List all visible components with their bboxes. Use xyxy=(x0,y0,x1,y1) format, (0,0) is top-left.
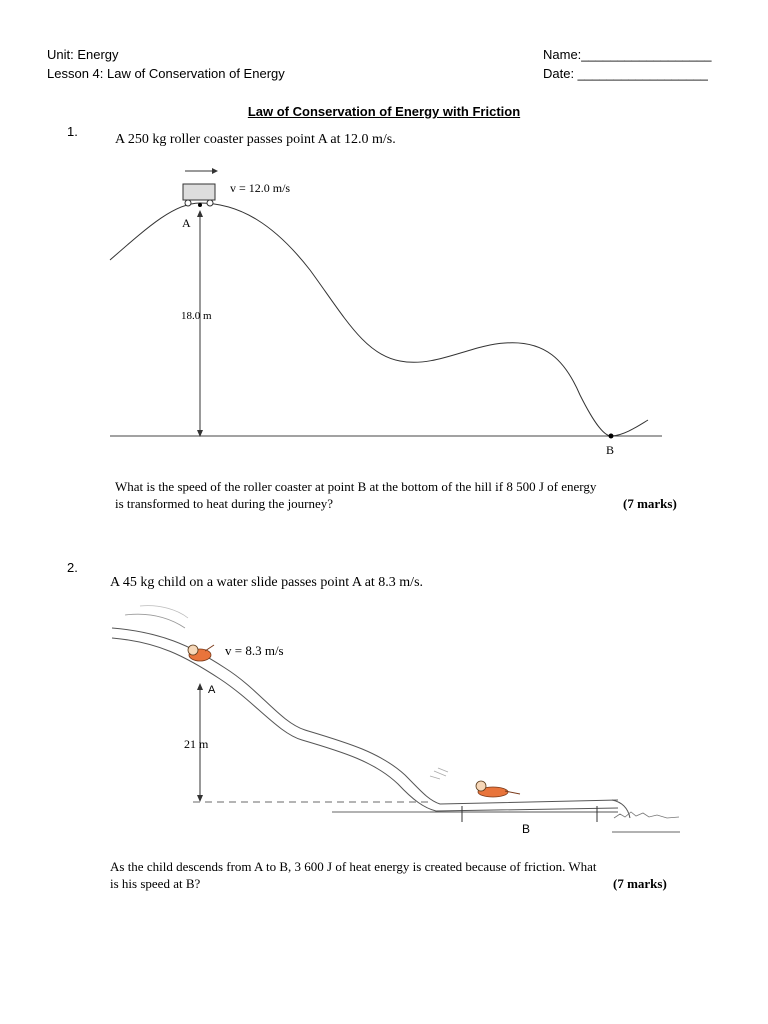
q2-point-b-label: B xyxy=(522,822,531,836)
q2-number: 2. xyxy=(67,560,78,575)
q1-velocity-label: v = 12.0 m/s xyxy=(230,181,291,195)
slide-top-edge xyxy=(112,628,618,804)
q2-velocity-label: v = 8.3 m/s xyxy=(225,643,284,658)
q1-question-line2: is transformed to heat during the journey? xyxy=(115,496,334,511)
q1-point-a-label: A xyxy=(182,216,191,230)
name-field[interactable]: Name:__________________ xyxy=(543,47,712,62)
q1-number: 1. xyxy=(67,124,78,139)
q1-height-label: 18.0 m xyxy=(181,310,212,322)
unit-label: Unit: Energy xyxy=(47,47,119,62)
q2-question-line1: As the child descends from A to B, 3 600 J of heat energy is created because of friction. What xyxy=(110,859,597,874)
page-title: Law of Conservation of Energy with Friction xyxy=(247,104,521,119)
q2-point-a-label: A xyxy=(208,684,216,696)
q2-statement: A 45 kg child on a water slide passes point A at 8.3 m/s. xyxy=(110,575,424,590)
q1-statement: A 250 kg roller coaster passes point A at 12.0 m/s. xyxy=(115,132,396,147)
slide-bottom-edge xyxy=(112,638,618,811)
q2-height-label: 21 m xyxy=(184,737,209,751)
date-field[interactable]: Date: __________________ xyxy=(543,66,708,81)
q2-question-line2: is his speed at B? xyxy=(110,876,201,891)
q1-marks: (7 marks) xyxy=(623,496,677,511)
child-at-b-icon xyxy=(476,781,520,797)
q2-marks: (7 marks) xyxy=(613,876,667,891)
q1-question-line1: What is the speed of the roller coaster at point B at the bottom of the hill if 8 500 J of energy xyxy=(115,479,597,494)
q1-point-b-label: B xyxy=(606,443,615,457)
lesson-label: Lesson 4: Law of Conservation of Energy xyxy=(47,66,285,81)
